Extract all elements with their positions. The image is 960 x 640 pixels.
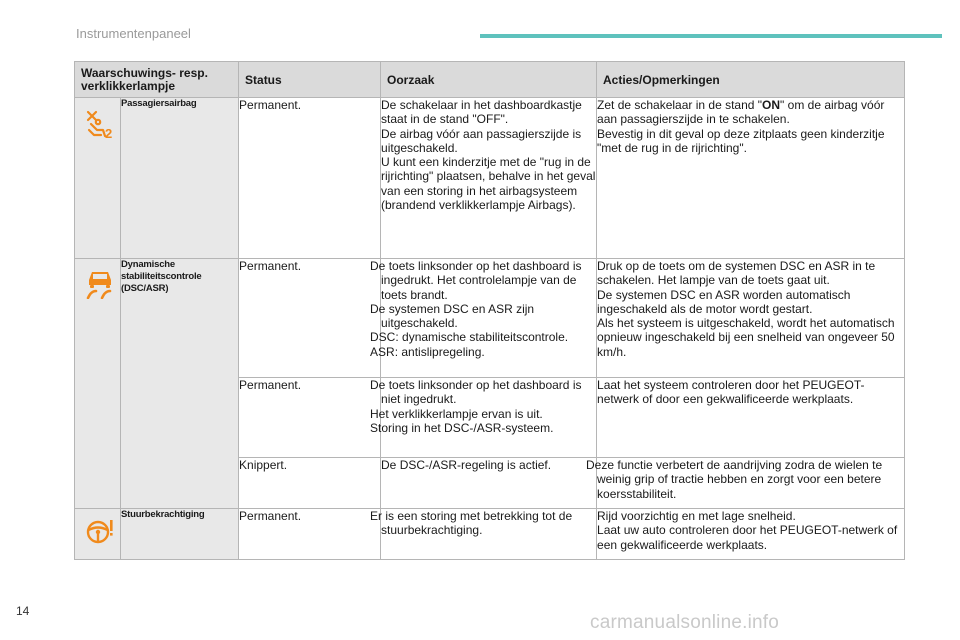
action-text: Als het systeem is uitgeschakeld, wordt het automatisch opnieuw ingeschakeld bij een snelheid van ongeveer 50 km/h. xyxy=(597,316,895,359)
lamp-icon-cell xyxy=(75,259,121,509)
action-text: Laat uw auto controleren door het PEUGEOT-netwerk of een gekwalificeerde werkplaats. xyxy=(597,523,898,552)
passenger-airbag-off-icon xyxy=(85,110,115,140)
lamp-icon-cell xyxy=(75,98,121,259)
steering-wheel-warning-icon xyxy=(85,517,115,545)
action-text: Rijd voorzichtig en met lage snelheid. xyxy=(597,509,796,523)
column-header-lamp: Waarschuwings- resp. verklikkerlampje xyxy=(75,62,239,98)
column-header-actions: Acties/Opmerkingen xyxy=(597,62,905,98)
cause-text: U kunt een kinderzitje met de "rug in de rijrichting" plaatsen, behalve in het geval van een storing in het airbagsysteem (brandend verklikkerlampje Airbags). xyxy=(381,155,596,213)
cause-cell xyxy=(370,259,597,378)
lamp-icon-cell xyxy=(75,509,121,560)
cause-text: De systemen DSC en ASR zijn uitgeschakeld. xyxy=(370,301,535,331)
skid-car-icon xyxy=(85,269,115,299)
actions-cell xyxy=(597,378,905,458)
cause-cell xyxy=(370,509,597,560)
switch-position-label: ON xyxy=(762,98,781,112)
status-cell: Permanent. xyxy=(239,378,381,458)
lamp-name: Passagiersairbag xyxy=(121,98,239,259)
status-cell: Permanent. xyxy=(239,259,381,378)
table-row xyxy=(75,509,905,560)
action-text: Laat het systeem controleren door het PEUGEOT-netwerk of door een gekwalificeerde werkplaats. xyxy=(597,378,865,407)
status-cell: Permanent. xyxy=(239,98,381,259)
cause-text: De airbag vóór aan passagierszijde is uitgeschakeld. xyxy=(381,126,582,155)
cause-text: DSC: dynamische stabiliteitscontrole. xyxy=(370,330,569,345)
svg-text:2: 2 xyxy=(105,126,113,140)
action-text: Druk op de toets om de systemen DSC en ASR in te schakelen. Het lampje van de toets gaat uit. xyxy=(597,259,876,288)
cause-text: ASR: antislipregeling. xyxy=(370,344,485,359)
cause-text: De DSC-/ASR-regeling is actief. xyxy=(381,458,552,472)
table-row xyxy=(75,259,905,378)
warning-lamps-table xyxy=(74,61,905,560)
action-text: Zet de schakelaar in de stand "ON" om de airbag vóór aan passagierszijde in te schakelen. xyxy=(597,98,885,127)
action-text: Bevestig in dit geval op deze zitplaats geen kinderzitje "met de rug in de rijrichting". xyxy=(597,126,885,155)
actions-cell xyxy=(597,259,905,378)
cause-text: Het verklikkerlampje ervan is uit. xyxy=(370,406,543,421)
actions-cell xyxy=(597,98,905,259)
cause-cell xyxy=(381,98,597,259)
action-text: Deze functie verbetert de aandrijving zodra de wielen te weinig grip of tractie hebben en zorgt voor een betere koersstabiliteit. xyxy=(586,458,883,501)
cause-text: Er is een storing met betrekking tot de stuurbekrachtiging. xyxy=(370,509,573,538)
cause-text: De schakelaar in het dashboardkastje staat in de stand "OFF". xyxy=(381,98,582,127)
cause-text: De toets linksonder op het dashboard is ingedrukt. Het controlelampje van de toets brandt. xyxy=(370,259,582,302)
watermark: carmanualsonline.info xyxy=(590,612,780,633)
lamp-name: Dynamische stabiliteitscontrole (DSC/ASR) xyxy=(121,259,239,509)
cause-text: Storing in het DSC-/ASR-systeem. xyxy=(370,420,554,435)
status-cell: Permanent. xyxy=(239,509,381,560)
column-header-status: Status xyxy=(239,62,381,98)
status-cell: Knippert. xyxy=(239,458,381,509)
cause-cell xyxy=(381,458,597,509)
actions-cell xyxy=(586,458,905,509)
table-header-row xyxy=(75,62,905,98)
lamp-name: Stuurbekrachtiging xyxy=(121,509,239,560)
header-accent-bar xyxy=(480,34,942,38)
page-number: 14 xyxy=(16,604,30,618)
action-text: De systemen DSC en ASR worden automatisch ingeschakeld als de motor wordt gestart. xyxy=(597,287,851,316)
cause-text: De toets linksonder op het dashboard is niet ingedrukt. xyxy=(370,378,582,407)
actions-cell xyxy=(597,509,905,560)
section-title: Instrumentenpaneel xyxy=(76,26,191,41)
cause-cell xyxy=(370,378,597,458)
column-header-cause: Oorzaak xyxy=(381,62,597,98)
table-row xyxy=(75,98,905,259)
